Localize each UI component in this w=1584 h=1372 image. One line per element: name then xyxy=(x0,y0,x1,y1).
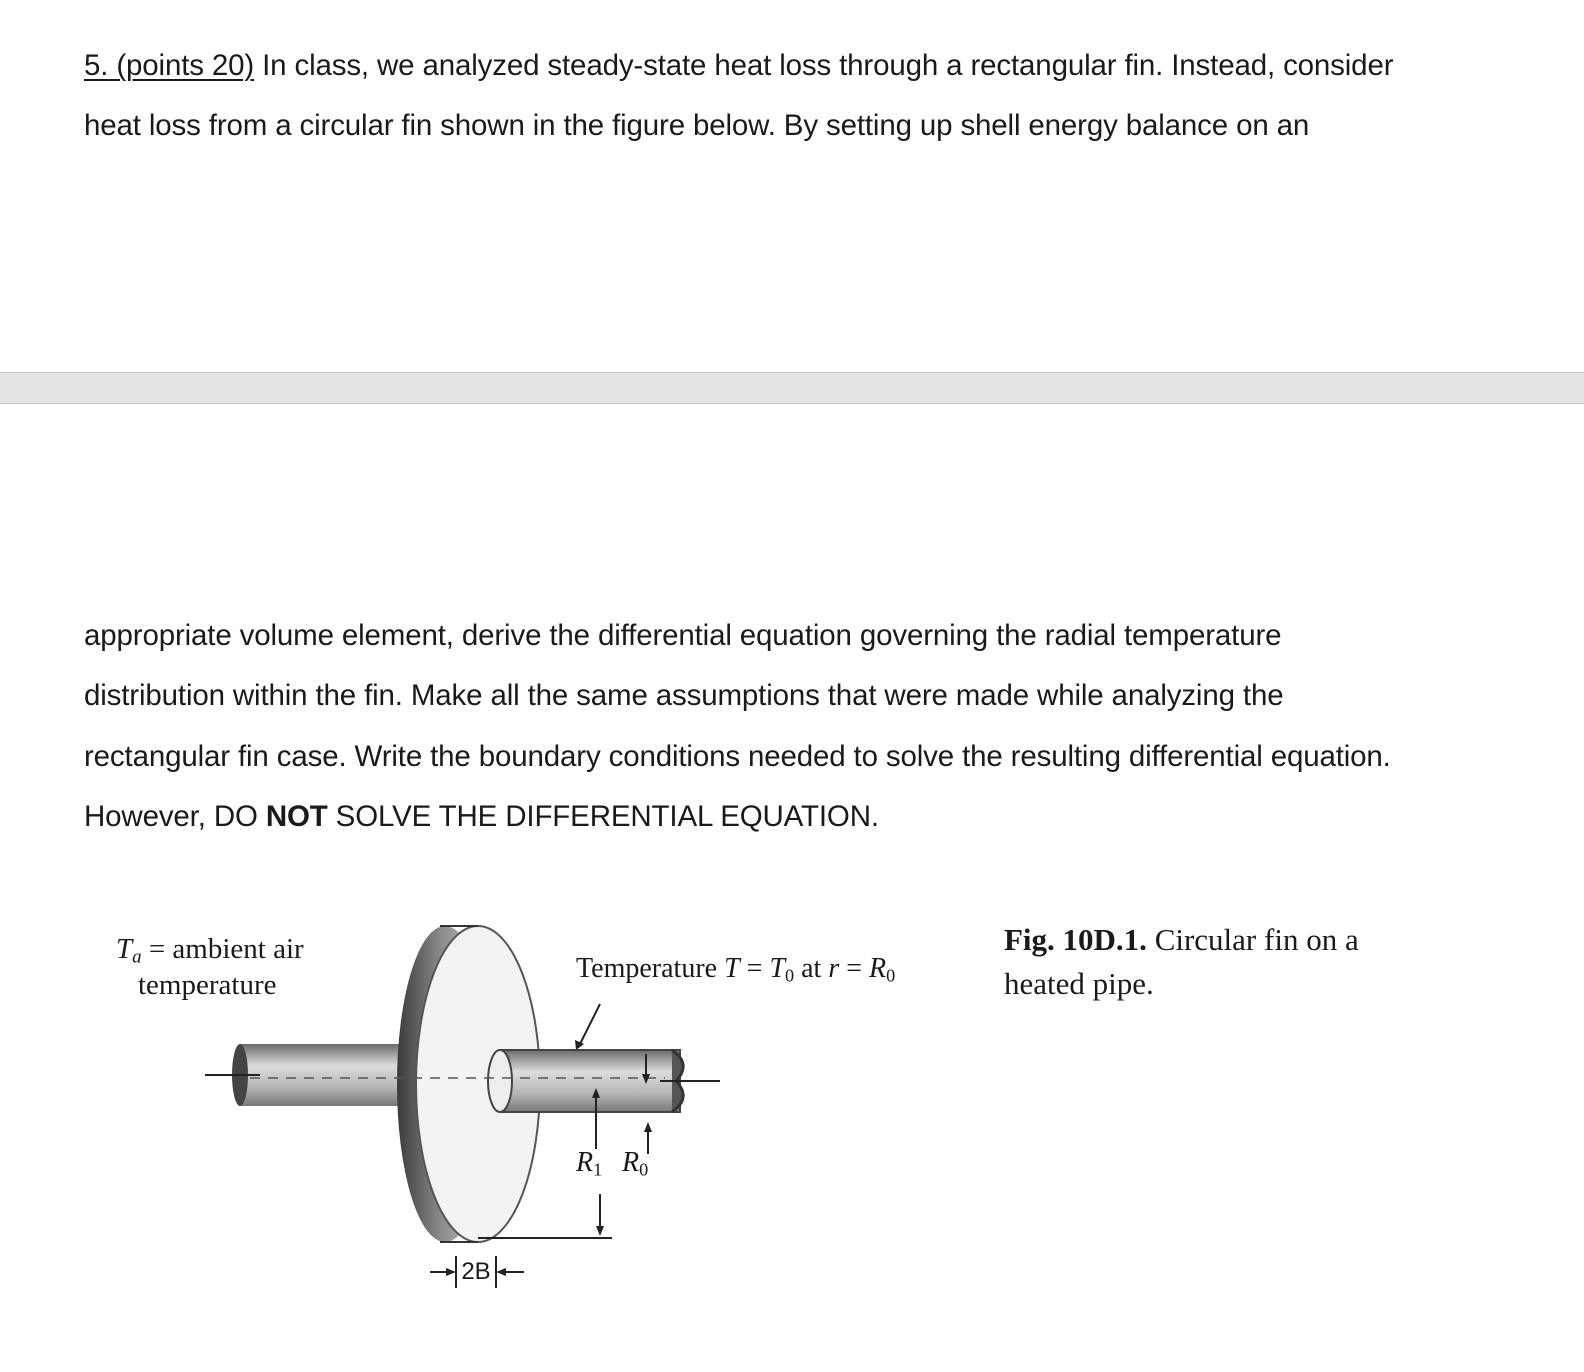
problem-line-3: appropriate volume element, derive the differential equation governing the radial temperature xyxy=(84,619,1282,652)
problem-text-6a: However, DO xyxy=(84,800,266,833)
figure-caption-number: Fig. 10D.1. xyxy=(1004,922,1147,957)
r1-subscript: 1 xyxy=(593,1159,603,1180)
figure-caption-line-1 xyxy=(1004,920,1359,960)
problem-text-1: In class, we analyzed steady-state heat loss through a rectangular fin. Instead, consider xyxy=(254,49,1394,82)
temp-at: at xyxy=(794,953,829,984)
temp-pre: Temperature xyxy=(576,953,725,984)
problem-line-4: distribution within the fin. Make all the same assumptions that were made while analyzing the xyxy=(84,679,1284,712)
ambient-subscript: a xyxy=(132,946,142,968)
temp-eq: = xyxy=(739,953,770,984)
ambient-symbol: T xyxy=(116,933,133,965)
temp-R0: R xyxy=(869,953,887,984)
problem-line-5: rectangular fin case. Write the boundary conditions needed to solve the resulting differential equation. xyxy=(84,740,1391,773)
page-break-gap xyxy=(0,372,1584,404)
temp-T0-sub: 0 xyxy=(785,965,795,986)
temp-R0-sub: 0 xyxy=(886,965,896,986)
page-top xyxy=(0,0,1584,372)
problem-text-6-bold: NOT xyxy=(265,800,328,833)
boundary-temperature-label xyxy=(576,952,895,986)
thickness-label: 2B xyxy=(461,1258,491,1285)
problem-line-1 xyxy=(84,48,1393,84)
problem-line-2: heat loss from a circular fin shown in the figure below. By setting up shell energy balance on an xyxy=(84,109,1310,142)
r0-symbol: R xyxy=(622,1147,640,1178)
temp-T0: T xyxy=(769,953,786,984)
page-bottom xyxy=(0,404,1584,1372)
ambient-text: = ambient air xyxy=(141,933,304,965)
r1-symbol: R xyxy=(576,1147,594,1178)
figure-caption-line-2: heated pipe. xyxy=(1004,966,1154,1001)
ambient-label-line-2: temperature xyxy=(138,969,277,1001)
figure-caption-text-1: Circular fin on a xyxy=(1146,922,1359,957)
r0-subscript: 0 xyxy=(639,1159,649,1180)
r1-label xyxy=(576,1146,602,1180)
temp-eq2: = xyxy=(839,953,870,984)
problem-number: 5. (points 20) xyxy=(84,49,255,82)
ambient-label-line-1 xyxy=(116,932,304,966)
temperature-leader xyxy=(580,1004,600,1044)
temp-r: r xyxy=(828,953,840,984)
circular-fin-figure xyxy=(0,404,1584,1372)
pipe-right xyxy=(488,1050,720,1112)
problem-text-6b: SOLVE THE DIFFERENTIAL EQUATION. xyxy=(327,800,879,833)
temp-T: T xyxy=(724,953,740,984)
r0-label xyxy=(622,1146,648,1180)
pipe-left xyxy=(205,1044,410,1106)
